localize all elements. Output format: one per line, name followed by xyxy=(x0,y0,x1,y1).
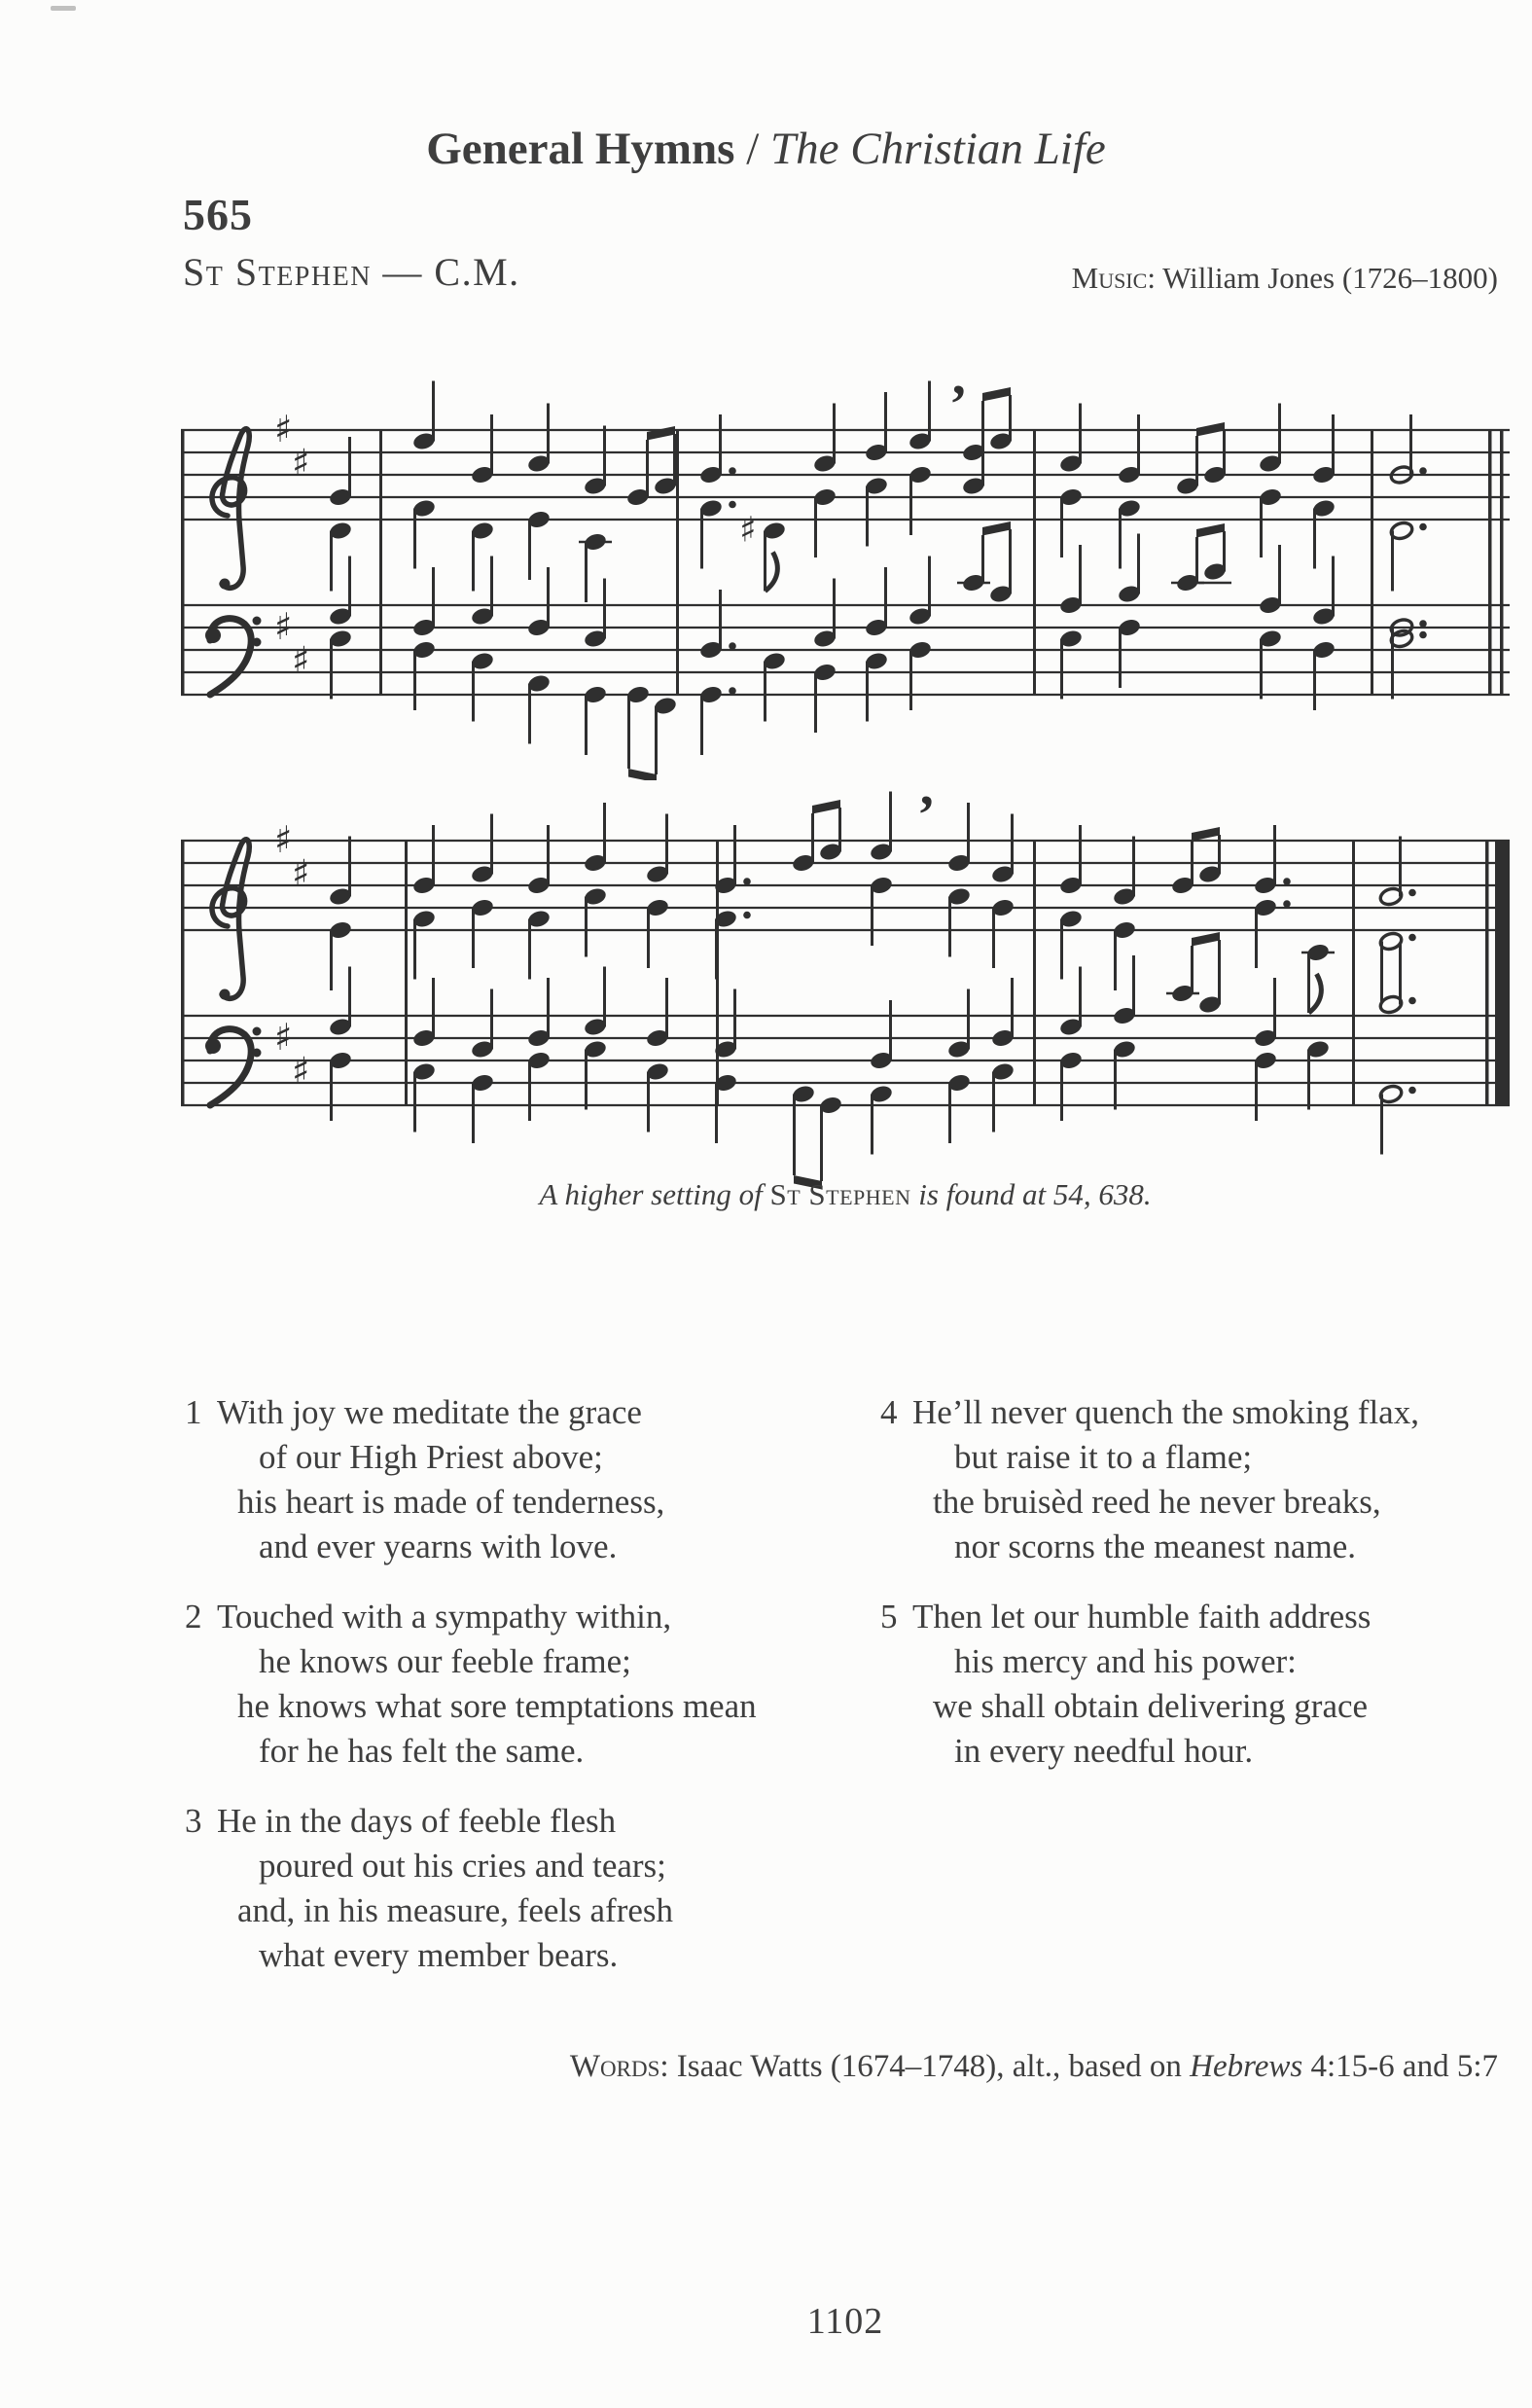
breath-mark: ’ xyxy=(917,786,936,845)
verse-line: but raise it to a flame; xyxy=(954,1438,1253,1476)
music-credit-text: : William Jones (1726–1800) xyxy=(1147,261,1498,295)
tune-name-meter: St Stephen — C.M. xyxy=(183,250,520,294)
verse-line: he knows what sore temptations mean xyxy=(237,1687,757,1725)
verse-line: Touched with a sympathy within, xyxy=(217,1598,672,1635)
verse-line: poured out his cries and tears; xyxy=(259,1847,666,1885)
verse-number: 1 xyxy=(185,1393,202,1431)
verse-line: the bruisèd reed he never breaks, xyxy=(933,1483,1381,1521)
words-credit-text: : Isaac Watts (1674–1748), alt., based on xyxy=(659,2049,1191,2084)
verse-line: for he has felt the same. xyxy=(259,1732,585,1770)
svg-text:♯: ♯ xyxy=(274,1016,293,1059)
verse-number: 5 xyxy=(880,1598,898,1635)
verse-line: Then let our humble faith address xyxy=(912,1598,1372,1635)
svg-text:♯: ♯ xyxy=(274,408,293,450)
verse-line: his heart is made of tenderness, xyxy=(237,1483,665,1521)
verse-2 xyxy=(185,1595,757,1774)
verse-line: and, in his measure, feels afresh xyxy=(237,1891,674,1929)
verse-line: nor scorns the meanest name. xyxy=(954,1527,1357,1565)
svg-text:♯: ♯ xyxy=(292,851,310,895)
verse-line: his mercy and his power: xyxy=(954,1642,1297,1680)
verse-line: of our High Priest above; xyxy=(259,1438,603,1476)
verse-5 xyxy=(880,1595,1371,1774)
page-number: 1102 xyxy=(806,2301,884,2342)
svg-text:♯: ♯ xyxy=(292,441,310,485)
svg-text:♯: ♯ xyxy=(274,818,293,861)
section-title-bold: General Hymns xyxy=(426,124,735,174)
verse-line: He’ll never quench the smoking flax, xyxy=(912,1393,1419,1431)
verse-4 xyxy=(880,1390,1419,1569)
music-credit-label: Music xyxy=(1071,261,1148,295)
setting-note xyxy=(181,1177,1510,1212)
section-title xyxy=(0,123,1532,175)
music-notation-system-1 xyxy=(181,376,1510,780)
verse-1 xyxy=(185,1390,664,1569)
verse-line: what every member bears. xyxy=(259,1936,619,1974)
svg-text:♯: ♯ xyxy=(739,510,757,551)
breath-mark: ’ xyxy=(949,376,968,435)
scan-artifact xyxy=(51,6,76,11)
verse-line: He in the days of feeble flesh xyxy=(217,1802,617,1840)
verse-line: we shall obtain delivering grace xyxy=(933,1687,1369,1725)
svg-text:♯: ♯ xyxy=(274,605,293,648)
hymn-number: 565 xyxy=(183,190,253,239)
setting-note-post: is found at 54, 638. xyxy=(910,1177,1152,1211)
words-credit-book: Hebrews xyxy=(1190,2049,1303,2084)
verse-line: he knows our feeble frame; xyxy=(259,1642,631,1680)
verse-line: in every needful hour. xyxy=(954,1732,1254,1770)
words-credit-label: Words xyxy=(569,2049,660,2084)
verse-number: 2 xyxy=(185,1598,202,1635)
words-credit xyxy=(570,2049,1498,2085)
verse-line: and ever yearns with love. xyxy=(259,1527,618,1565)
svg-text:♯: ♯ xyxy=(292,1049,310,1093)
verse-number: 4 xyxy=(880,1393,898,1431)
verse-number: 3 xyxy=(185,1802,202,1840)
svg-text:♯: ♯ xyxy=(292,638,310,682)
verse-line: With joy we meditate the grace xyxy=(217,1393,642,1431)
music-notation-system-2 xyxy=(181,786,1510,1191)
setting-note-tune: St Stephen xyxy=(769,1177,911,1211)
verse-3 xyxy=(185,1799,673,1978)
words-credit-ref: 4:15-6 and 5:7 xyxy=(1302,2049,1498,2084)
section-title-separator: / xyxy=(734,124,771,174)
section-title-italic: The Christian Life xyxy=(770,124,1106,174)
setting-note-pre: A higher setting of xyxy=(539,1177,770,1211)
music-credit xyxy=(1072,261,1498,296)
